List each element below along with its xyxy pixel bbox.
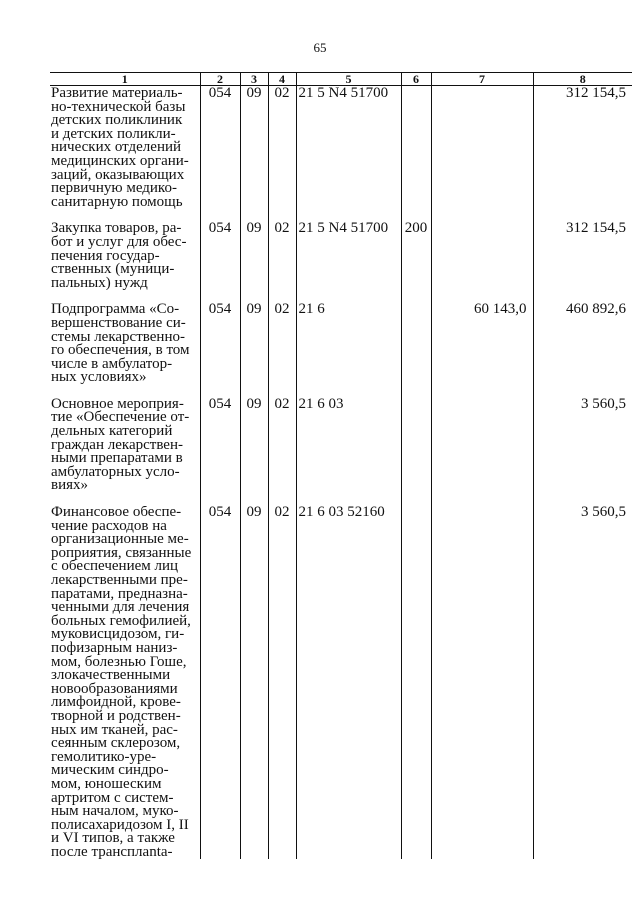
ministry-code: 054 (200, 398, 240, 493)
section-code: 09 (240, 86, 268, 210)
column-header-3: 3 (240, 73, 268, 86)
spacer-cell (296, 290, 401, 303)
row-name (50, 303, 200, 385)
spacer-cell (296, 385, 401, 398)
row-name-line: Подпрограмма «Со- (51, 303, 180, 318)
table-row (50, 303, 632, 385)
subsection-code: 02 (268, 86, 296, 210)
spacer-cell (240, 493, 268, 506)
spacer-cell (200, 290, 240, 303)
spacer-cell (200, 385, 240, 398)
row-name-line: полисахаридозом I, II (51, 816, 189, 833)
spacer-cell (401, 209, 431, 222)
expense-type-code (401, 506, 431, 859)
row-name-line: мом, юношеским (51, 775, 162, 792)
subsection-code: 02 (268, 222, 296, 290)
row-name-line: чение расходов на (51, 517, 167, 534)
row-name-line: мом, болезнью Гоше, (51, 653, 187, 670)
section-code: 09 (240, 222, 268, 290)
spacer-cell (268, 493, 296, 506)
amount-col8: 312 154,5 (533, 86, 632, 210)
row-name-line: дельных категорий (51, 423, 173, 440)
row-name-line: ченными для лечения (51, 599, 190, 616)
table-row (50, 506, 632, 859)
row-name-line: и VI типов, а также (51, 830, 175, 847)
row-name-line: ными препаратами в (51, 450, 183, 467)
column-header-8: 8 (533, 73, 632, 86)
spacer-cell (431, 385, 533, 398)
target-article-code: 21 5 N4 51700 (296, 86, 401, 210)
row-name (50, 506, 200, 859)
spacer-cell (401, 290, 431, 303)
column-number-header (50, 73, 632, 86)
amount-col7 (431, 86, 533, 210)
target-article-code: 21 6 (296, 303, 401, 385)
spacer-cell (401, 385, 431, 398)
row-name-line: роприятия, связанные (51, 544, 192, 561)
subsection-code: 02 (268, 398, 296, 493)
expense-type-code: 200 (401, 222, 431, 290)
row-name-line: виях» (51, 477, 89, 494)
row-name-line: печения государ- (51, 247, 160, 264)
spacer-cell (401, 493, 431, 506)
spacer-cell (296, 209, 401, 222)
amount-col8: 312 154,5 (533, 222, 632, 290)
spacer-cell (533, 493, 632, 506)
expense-type-code (401, 398, 431, 493)
ministry-code: 054 (200, 303, 240, 385)
row-name-line: детских поликлиник (51, 112, 183, 129)
row-name-line: творной и родствен- (51, 707, 181, 724)
row-name-line: ным началом, муко- (51, 803, 179, 820)
table-row (50, 222, 632, 290)
row-name-line: Финансовое обеспе- (51, 506, 182, 521)
row-name-line: бот и услуг для обес- (51, 233, 187, 250)
amount-col8: 3 560,5 (533, 398, 632, 493)
target-article-code: 21 6 03 (296, 398, 401, 493)
column-header-1: 1 (50, 73, 200, 86)
table-body (50, 86, 632, 860)
row-name-line: Развитие материаль- (51, 85, 183, 101)
subsection-code: 02 (268, 303, 296, 385)
spacer-cell (240, 209, 268, 222)
page-number: 65 (313, 40, 327, 55)
table-row (50, 398, 632, 493)
ministry-code: 054 (200, 506, 240, 859)
target-article-code: 21 6 03 52160 (296, 506, 401, 859)
row-name-line: санитарную помощь (51, 193, 183, 210)
row-name-line: го обеспечения, в том (51, 342, 190, 359)
row-name-line: больных гемофилией, (51, 612, 191, 629)
row-name-line: нических отделений (51, 139, 182, 156)
amount-col7 (431, 506, 533, 859)
ministry-code: 054 (200, 86, 240, 210)
row-name-line: мическим синдро- (51, 762, 169, 779)
column-header-4: 4 (268, 73, 296, 86)
column-header-2: 2 (200, 73, 240, 86)
row-name-line: медицинских органи- (51, 152, 189, 169)
section-code: 09 (240, 303, 268, 385)
amount-col7 (431, 398, 533, 493)
spacer-cell (533, 385, 632, 398)
row-name (50, 86, 200, 210)
row-spacer (50, 290, 632, 303)
row-name-line: после трансплanta- (51, 843, 173, 860)
row-name-line: амбулаторных усло- (51, 463, 180, 480)
spacer-cell (50, 290, 200, 303)
row-name-line: тие «Обеспечение от- (51, 409, 190, 426)
expense-type-code (401, 303, 431, 385)
row-name-line: гемолитико-уре- (51, 748, 157, 765)
row-spacer (50, 209, 632, 222)
row-name-line: муковисцидозом, ги- (51, 626, 185, 643)
row-name-line: новообразованиями (51, 680, 178, 697)
target-article-code: 21 5 N4 51700 (296, 222, 401, 290)
section-code: 09 (240, 506, 268, 859)
amount-col7 (431, 222, 533, 290)
amount-col7: 60 143,0 (431, 303, 533, 385)
spacer-cell (533, 290, 632, 303)
spacer-cell (268, 209, 296, 222)
spacer-cell (50, 385, 200, 398)
row-name-line: вершенствование си- (51, 314, 186, 331)
row-name-line: лимфоидной, крове- (51, 694, 181, 711)
row-name-line: организационные ме- (51, 531, 189, 548)
spacer-cell (431, 290, 533, 303)
spacer-cell (431, 209, 533, 222)
amount-col8: 460 892,6 (533, 303, 632, 385)
row-name-line: но-технической базы (51, 98, 186, 115)
row-name-line: граждан лекарствен- (51, 436, 183, 453)
row-name-line: стемы лекарственно- (51, 328, 185, 345)
row-name-line: Закупка товаров, ра- (51, 222, 182, 237)
spacer-cell (200, 209, 240, 222)
row-spacer (50, 493, 632, 506)
row-name-line: ственных (муници- (51, 261, 175, 278)
row-name-line: злокачественными (51, 667, 171, 684)
spacer-cell (50, 493, 200, 506)
row-name (50, 222, 200, 290)
row-name-line: артритом с систем- (51, 789, 174, 806)
row-name-line: пофизарным наниз- (51, 639, 178, 656)
spacer-cell (268, 385, 296, 398)
spacer-cell (240, 290, 268, 303)
spacer-cell (240, 385, 268, 398)
row-name-line: Основное мероприя- (51, 397, 184, 412)
budget-table (50, 72, 632, 859)
column-header-5: 5 (296, 73, 401, 86)
row-name-line: ных им тканей, рас- (51, 721, 178, 738)
spacer-cell (533, 209, 632, 222)
column-header-6: 6 (401, 73, 431, 86)
row-name-line: числе в амбулатор- (51, 355, 173, 372)
column-header-7: 7 (431, 73, 533, 86)
row-name (50, 398, 200, 493)
row-name-line: ных условиях» (51, 369, 147, 385)
amount-col8: 3 560,5 (533, 506, 632, 859)
table-row (50, 86, 632, 210)
row-name-line: паратами, предназна- (51, 585, 188, 602)
spacer-cell (268, 290, 296, 303)
ministry-code: 054 (200, 222, 240, 290)
spacer-cell (50, 209, 200, 222)
row-name-line: заций, оказывающих (51, 166, 185, 183)
spacer-cell (296, 493, 401, 506)
row-name-line: пальных) нужд (51, 274, 148, 291)
row-name-line: лекарственными пре- (51, 572, 188, 588)
row-name-line: первичную медико- (51, 180, 177, 197)
spacer-cell (200, 493, 240, 506)
row-name-line: сеянным склерозом, (51, 735, 181, 752)
section-code: 09 (240, 398, 268, 493)
row-name-line: и детских поликли- (51, 125, 176, 142)
row-spacer (50, 385, 632, 398)
expense-type-code (401, 86, 431, 210)
subsection-code: 02 (268, 506, 296, 859)
spacer-cell (431, 493, 533, 506)
row-name-line: с обеспечением лиц (51, 558, 179, 575)
